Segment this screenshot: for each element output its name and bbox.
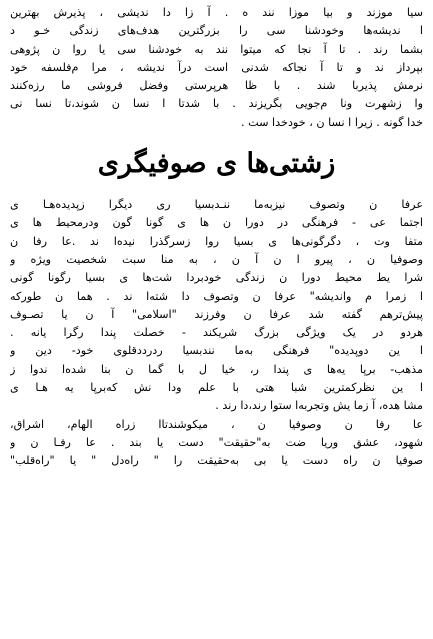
text-line: پیش‌ترهم گفته شد عرفا ن وفرزند "اسلامی" آ ن یا تصـوف [10, 307, 423, 321]
intro-paragraph [10, 4, 423, 132]
text-line: خدا گونه . زیرا ا نسا ن ، خودخدا ست . [241, 115, 423, 129]
text-line: مشا هده، آ زما یش وتجربه‌ا ستوا رند،دا رند . [215, 399, 423, 413]
text-line: شرا یط محیط دورا ن زندگی خودبردا شت‌ها ی بسیا رگونا گونی [10, 271, 423, 285]
text-line: وا زشهرت ونا م‌جویی بگریزند . با شدتا ا نسا ن شوند،‌تا نسا نی [10, 97, 423, 111]
text-line: ا زمرا م واندیشه" عرفا ن وتصوف دا شته‌ا ند . هما ن طورکه [10, 289, 423, 303]
text-line: مذهب- برپا یه‌ها ی پندا ر، خیا ل با گما ن بنا شده‌ا ندوا ز [10, 362, 423, 376]
text-line: ا ندیشه‌ها وخودشنا سی را بزرگترین هدف‌های زندگی خـو د [10, 24, 423, 38]
text-line: بشما رند . تا آ نجا که میتوا نند به خودشنا سی یا روا ن پژوهی [10, 42, 423, 56]
text-line: نرمش پذیربا شند . با ظا هرپرستی وفضل فروشی ما رزه‌کنند [10, 79, 423, 93]
text-line: بپرداز ند و تا آ نجاکه شدنی است درآ ندیشه ، مرا م‌فلسفه‌ خود [10, 60, 423, 74]
text-line: متفا وت ، دگرگونی‌ها ی بسیا روا زسرگذرا نیده‌ا ند .عا رفا ن [10, 234, 423, 248]
text-line: صوفیا ن راه دست یا بی به‌حقیقت را " راه‌دل " یا "راه‌قلب" [10, 454, 423, 468]
text-line: شهود، عشق وریا ضت به"حقیقت" دست یا بند . عا رفـا ن و [10, 435, 423, 449]
body-paragraphs [10, 196, 423, 470]
text-line: عا رفا ن وصوفیا ن ، میکوشندتاا زراه الهام، اشراق، [10, 417, 423, 431]
text-line: ا ین دوپدیده" فرهنگی به‌ما نندبسیا ردرددقلوی خود- دین و [10, 344, 423, 358]
text-line: وصوفیا ن ، پیرو ا ن آ ن ، به منا سبت شخصیت ویژه‌ و [10, 252, 423, 266]
section-heading: زشتی‌ها ی صوفیگری [97, 148, 336, 180]
text-line: ا ین نظرکمترین شبا هتی با علم ودا نش که‌برپا یه‌ هـا ی [10, 381, 423, 395]
text-line: اجتما عی - فرهنگی در دورا ن ها ی گونا گون ودرمحیط ها ی [10, 216, 423, 230]
text-line: سیا موزند و بیا موزا نند ه . آ زا دا ندیشی ، پذیرش بهترین [10, 6, 423, 19]
text-line: عرفا ن وتصوف نیزبه‌ما ننـدبسیا ری دیگرا زپدیده‌هـا ی [10, 198, 423, 212]
text-line: هردو در یک ویژگی بزرگ شریکند - خصلت پندا رگرا یانه . [10, 326, 423, 340]
